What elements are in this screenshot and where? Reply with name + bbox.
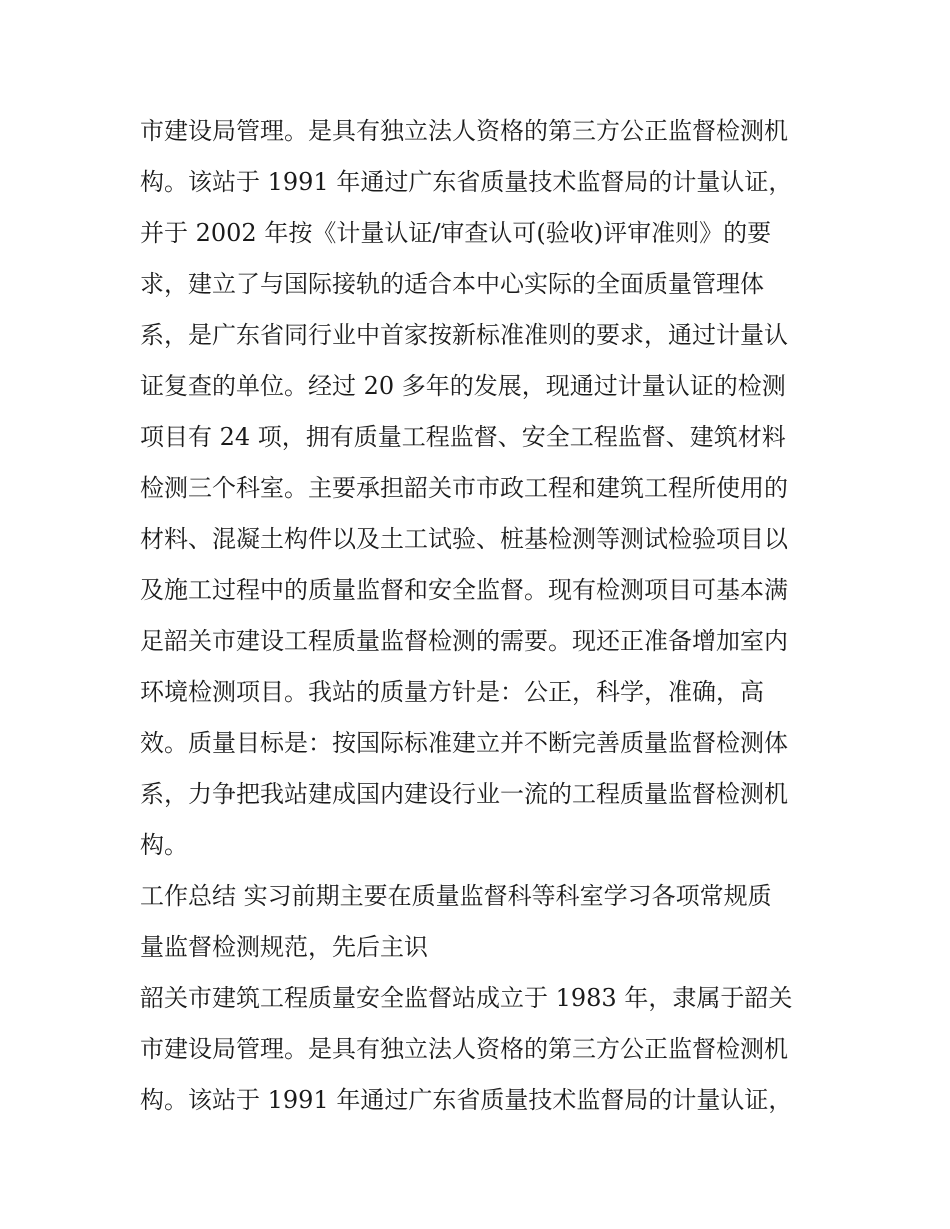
- text-line: 构。: [140, 831, 188, 859]
- text-line: 市建设局管理。是具有独立法人资格的第三方公正监督检测机: [140, 117, 788, 145]
- text-line: 环境检测项目。我站的质量方针是：公正，科学，准确，高: [140, 678, 764, 706]
- text-line: 检测三个科室。主要承担韶关市市政工程和建筑工程所使用的: [140, 474, 788, 502]
- text-line: 足韶关市建设工程质量监督检测的需要。现还正准备增加室内: [140, 627, 788, 655]
- text-line: 项目有 24 项，拥有质量工程监督、安全工程监督、建筑材料: [140, 423, 786, 451]
- text-line: 市建设局管理。是具有独立法人资格的第三方公正监督检测机: [140, 1035, 788, 1063]
- text-line: 证复查的单位。经过 20 多年的发展，现通过计量认证的检测: [140, 372, 786, 400]
- text-line: 效。质量目标是：按国际标准建立并不断完善质量监督检测体: [140, 729, 788, 757]
- text-line: 求，建立了与国际接轨的适合本中心实际的全面质量管理体: [140, 270, 764, 298]
- text-line: 工作总结 实习前期主要在质量监督科等科室学习各项常规质: [140, 882, 772, 910]
- text-line: 系，力争把我站建成国内建设行业一流的工程质量监督检测机: [140, 780, 788, 808]
- text-line: 并于 2002 年按《计量认证/审查认可(验收)评审准则》的要: [140, 219, 772, 247]
- body-text: [140, 106, 820, 1126]
- text-line: 韶关市建筑工程质量安全监督站成立于 1983 年，隶属于韶关: [140, 984, 793, 1012]
- text-line: 材料、混凝土构件以及土工试验、桩基检测等测试检验项目以: [140, 525, 788, 553]
- text-line: 构。该站于 1991 年通过广东省质量技术监督局的计量认证，: [140, 1086, 793, 1114]
- text-line: 及施工过程中的质量监督和安全监督。现有检测项目可基本满: [140, 576, 788, 604]
- text-line: 系，是广东省同行业中首家按新标准准则的要求，通过计量认: [140, 321, 788, 349]
- text-line: 构。该站于 1991 年通过广东省质量技术监督局的计量认证，: [140, 168, 793, 196]
- text-line: 量监督检测规范，先后主识: [140, 933, 428, 961]
